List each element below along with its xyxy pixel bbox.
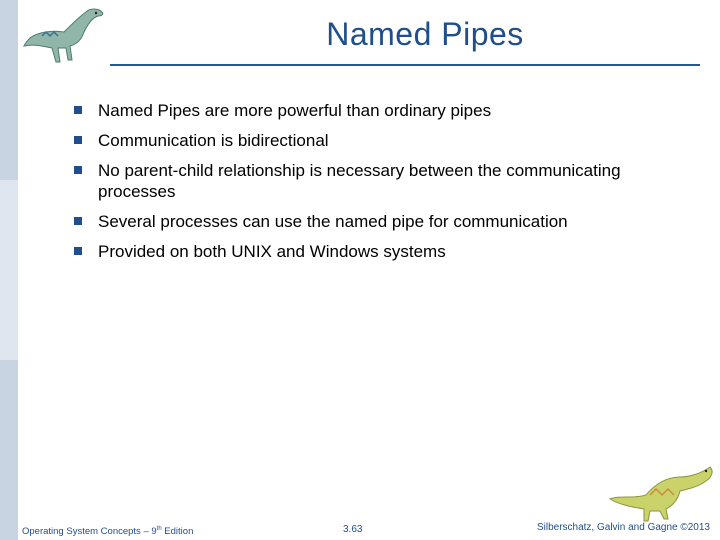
bullet-item: [74, 130, 634, 151]
left-bar-segment: [0, 360, 18, 540]
bullet-item: [74, 241, 634, 262]
footer-book-suffix: Edition: [161, 526, 194, 538]
page-number: 3.63: [343, 524, 363, 535]
bullet-text: Communication is bidirectional: [98, 131, 329, 150]
left-decorative-bar: [0, 0, 18, 540]
square-bullet-icon: [74, 247, 82, 255]
bullet-list: [74, 100, 634, 271]
bullet-item: [74, 100, 634, 121]
slide-title: Named Pipes: [326, 16, 524, 52]
footer-book-prefix: Operating System Concepts – 9: [22, 526, 157, 538]
footer-copyright: Silberschatz, Galvin and Gagne ©2013: [536, 522, 710, 533]
title-rule: [110, 64, 700, 66]
bullet-text: No parent-child relationship is necessary between the communicating processes: [98, 161, 621, 201]
bullet-text: Named Pipes are more powerful than ordinary pipes: [98, 101, 492, 120]
square-bullet-icon: [74, 166, 82, 174]
square-bullet-icon: [74, 106, 82, 114]
left-bar-segment: [0, 180, 18, 360]
bullet-text: Several processes can use the named pipe for communication: [98, 212, 568, 231]
square-bullet-icon: [74, 136, 82, 144]
dinosaur-icon: [22, 4, 112, 66]
bullet-item: [74, 211, 634, 232]
left-bar-segment: [0, 0, 18, 180]
footer-book-title: [22, 526, 193, 537]
bullet-item: [74, 160, 634, 202]
dinosaur-icon: [606, 465, 718, 523]
footer-book-superscript: th: [156, 526, 162, 532]
square-bullet-icon: [74, 217, 82, 225]
bullet-text: Provided on both UNIX and Windows systems: [98, 242, 446, 261]
